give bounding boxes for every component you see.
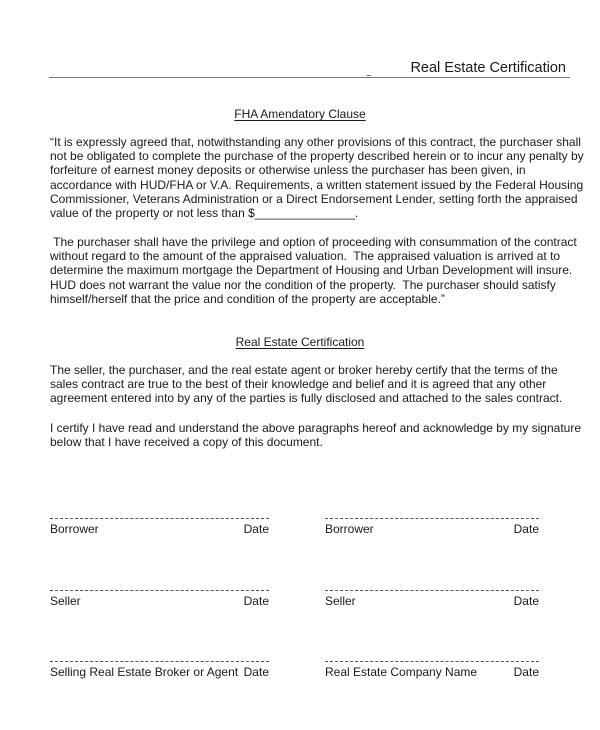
paragraph-line: I certify I have read and understand the above paragraphs hereof and acknowledge by my signature: [50, 421, 582, 435]
paragraph-line: Commissioner, Veterans Administration or a Direct Endorsement Lender, setting forth the appraised: [50, 191, 578, 206]
fha-paragraph-2: [50, 235, 577, 306]
date-label: Date: [243, 522, 269, 536]
header-divider: [49, 77, 570, 78]
signature-line: [50, 518, 269, 519]
paragraph-line: determine the maximum mortgage the Department of Housing and Urban Development will insure.: [50, 263, 573, 278]
certification-heading-text: Real Estate Certification: [235, 335, 365, 349]
paragraph-line: value of the property or not less than $_______________.: [50, 206, 359, 221]
signature-seller-left[interactable]: [50, 590, 269, 608]
paragraph-line: without regard to the amount of the appraised valuation. The appraised valuation is arrived at to: [50, 249, 561, 264]
paragraph-line: The purchaser shall have the privilege and option of proceeding with consummation of the contract: [50, 235, 577, 249]
document-header-title: Real Estate Certification: [410, 60, 566, 76]
paragraph-line: agreement entered into by any of the parties is fully disclosed and attached to the sales contract.: [50, 391, 563, 406]
paragraph-line: below that I have received a copy of this document.: [50, 435, 323, 450]
signature-broker-agent[interactable]: [50, 661, 269, 679]
paragraph-line: sales contract are true to the best of their knowledge and belief and it is agreed that any other: [50, 377, 547, 392]
signature-label: Seller: [50, 594, 81, 608]
signature-line: [50, 661, 269, 662]
fha-clause-heading: [0, 107, 600, 121]
fha-paragraph-1: [50, 135, 584, 221]
signature-borrower-right[interactable]: [325, 518, 539, 536]
certification-paragraph-1: [50, 363, 570, 406]
paragraph-line: not be obligated to complete the purchase of the property described herein or to incur any penalty by: [50, 149, 584, 164]
certification-paragraph-2: [50, 421, 582, 450]
signature-label: Borrower: [325, 522, 374, 536]
signature-label: Seller: [325, 594, 356, 608]
date-label: Date: [513, 522, 539, 536]
fha-clause-heading-text: FHA Amendatory Clause: [234, 107, 366, 121]
signature-company-name[interactable]: [325, 661, 539, 679]
date-label: Date: [513, 665, 539, 679]
paragraph-line: “It is expressly agreed that, notwithstanding any other provisions of this contract, the purchaser shall: [50, 135, 581, 149]
signature-line: [50, 590, 269, 591]
signature-line: [325, 661, 539, 662]
date-label: Date: [243, 665, 269, 679]
signature-label: Selling Real Estate Broker or Agent: [50, 665, 239, 679]
signature-label: Borrower: [50, 522, 99, 536]
certification-heading: [0, 335, 600, 349]
paragraph-line: accordance with HUD/FHA or V.A. Requirements, a written statement issued by the Federal Housing: [50, 177, 584, 192]
signature-line: [325, 518, 539, 519]
paragraph-line: forfeiture of earnest money deposits or otherwise unless the purchaser has been given, in: [50, 163, 526, 178]
signature-label: Real Estate Company Name: [325, 665, 478, 679]
paragraph-line: The seller, the purchaser, and the real estate agent or broker hereby certify that the terms of the: [50, 363, 558, 377]
date-label: Date: [513, 594, 539, 608]
date-label: Date: [243, 594, 269, 608]
signature-seller-right[interactable]: [325, 590, 539, 608]
signature-line: [325, 590, 539, 591]
paragraph-line: HUD does not warrant the value nor the condition of the property. The purchaser should satisfy: [50, 277, 556, 292]
paragraph-line: himself/herself that the price and condition of the property are acceptable.”: [50, 291, 445, 306]
signature-borrower-left[interactable]: [50, 518, 269, 536]
